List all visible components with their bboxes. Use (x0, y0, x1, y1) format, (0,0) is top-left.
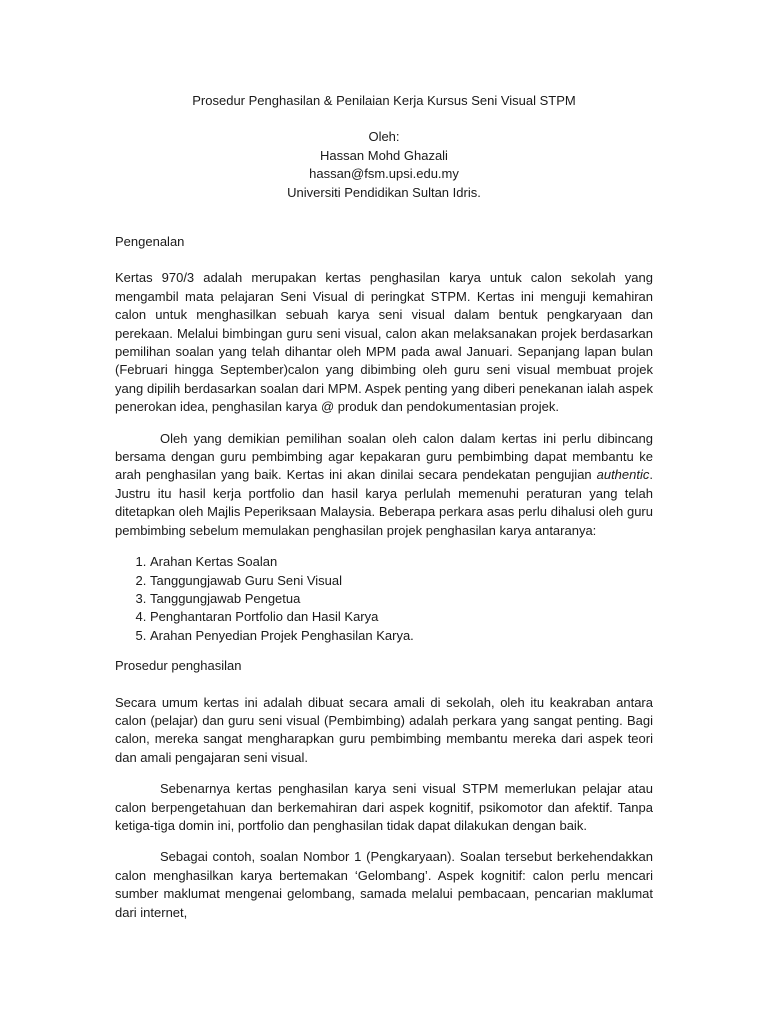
requirements-list (115, 553, 653, 645)
document-header (115, 92, 653, 202)
oleh-label: Oleh: (368, 129, 400, 145)
paragraph-intro: Kertas 970/3 adalah merupakan kertas penghasilan karya untuk calon sekolah yang mengambil mata pelajaran Seni Visual di peringkat STPM. Kertas ini menguji kemahiran calon untuk menghasilkan sebuah karya seni visual dalam bentuk pengkaryaan dan perekaan. Melalui bimbingan guru seni visual, calon akan melaksanakan projek berdasarkan pemilihan soalan yang telah dihantar oleh MPM pada awal Januari. Sepanjang lapan bulan (Februari hingga September)calon yang dibimbing oleh guru seni visual membuat projek yang dipilih berdasarkan soalan dari MPM. Aspek penting yang diberi penekanan ialah aspek penerokan idea, penghasilan karya @ produk dan pendokumentasian projek. (115, 270, 653, 415)
paragraph-general: Secara umum kertas ini adalah dibuat secara amali di sekolah, oleh itu keakraban antara calon (pelajar) dan guru seni visual (Pembimbing) adalah perkara yang sangat penting. Bagi calon, mereka sangat mengharapkan guru pembimbing membantu mereka dari aspek teori dan amali pengajaran seni visual. (115, 694, 653, 765)
paragraph-example: Sebagai contoh, soalan Nombor 1 (Pengkaryaan). Soalan tersebut berkehendakkan calon menghasilkan karya bertemakan ‘Gelombang’. Aspek kognitif: calon perlu mencari sumber maklumat mengenai gelombang, samada melalui pembacaan, pencarian maklumat dari internet, (115, 849, 653, 920)
document-body (115, 233, 653, 935)
list-item: 5. Arahan Penyedian Projek Penghasilan Karya. (150, 627, 653, 645)
author-institution: Universiti Pendidikan Sultan Idris. (287, 184, 481, 200)
list-item: 2. Tanggungjawab Guru Seni Visual (150, 572, 653, 590)
section-heading-pengenalan: Pengenalan (115, 234, 185, 249)
author-name: Hassan Mohd Ghazali (320, 147, 448, 163)
list-item: 3. Tanggungjawab Pengetua (150, 590, 653, 608)
authentic-term: authentic (596, 467, 650, 483)
paragraph-selection-text-2: . Justru itu hasil kerja portfolio dan hasil karya perlulah memenuhi peraturan yang telah ditetapkan oleh Majlis Peperiksaan Malaysia. Beberapa perkara asas perlu dihalusi oleh guru pembimbing sebelum memulakan penghasilan projek penghasilan karya antaranya: (115, 467, 653, 538)
list-item: 4. Penghantaran Portfolio dan Hasil Karya (150, 608, 653, 626)
document-title: Prosedur Penghasilan & Penilaian Kerja Kursus Seni Visual STPM (192, 93, 576, 108)
section-heading-prosedur: Prosedur penghasilan (115, 658, 242, 674)
paragraph-selection (115, 430, 653, 540)
paragraph-selection-text-1: Oleh yang demikian pemilihan soalan oleh calon dalam kertas ini perlu dibincang bersama dengan guru pembimbing agar kepakaran guru pembimbing dapat membantu ke arah penghasilan yang baik. Kertas ini akan dinilai secara pendekatan pengujian (115, 430, 653, 483)
list-item: 1. Arahan Kertas Soalan (150, 553, 653, 571)
author-email: hassan@fsm.upsi.edu.my (309, 166, 459, 182)
paragraph-domains: Sebenarnya kertas penghasilan karya seni visual STPM memerlukan pelajar atau calon berpengetahuan dan berkemahiran dari aspek kognitif, psikomotor dan afektif. Tanpa ketiga-tiga domin ini, portfolio dan penghasilan tidak dapat dilakukan dengan baik. (115, 781, 653, 833)
